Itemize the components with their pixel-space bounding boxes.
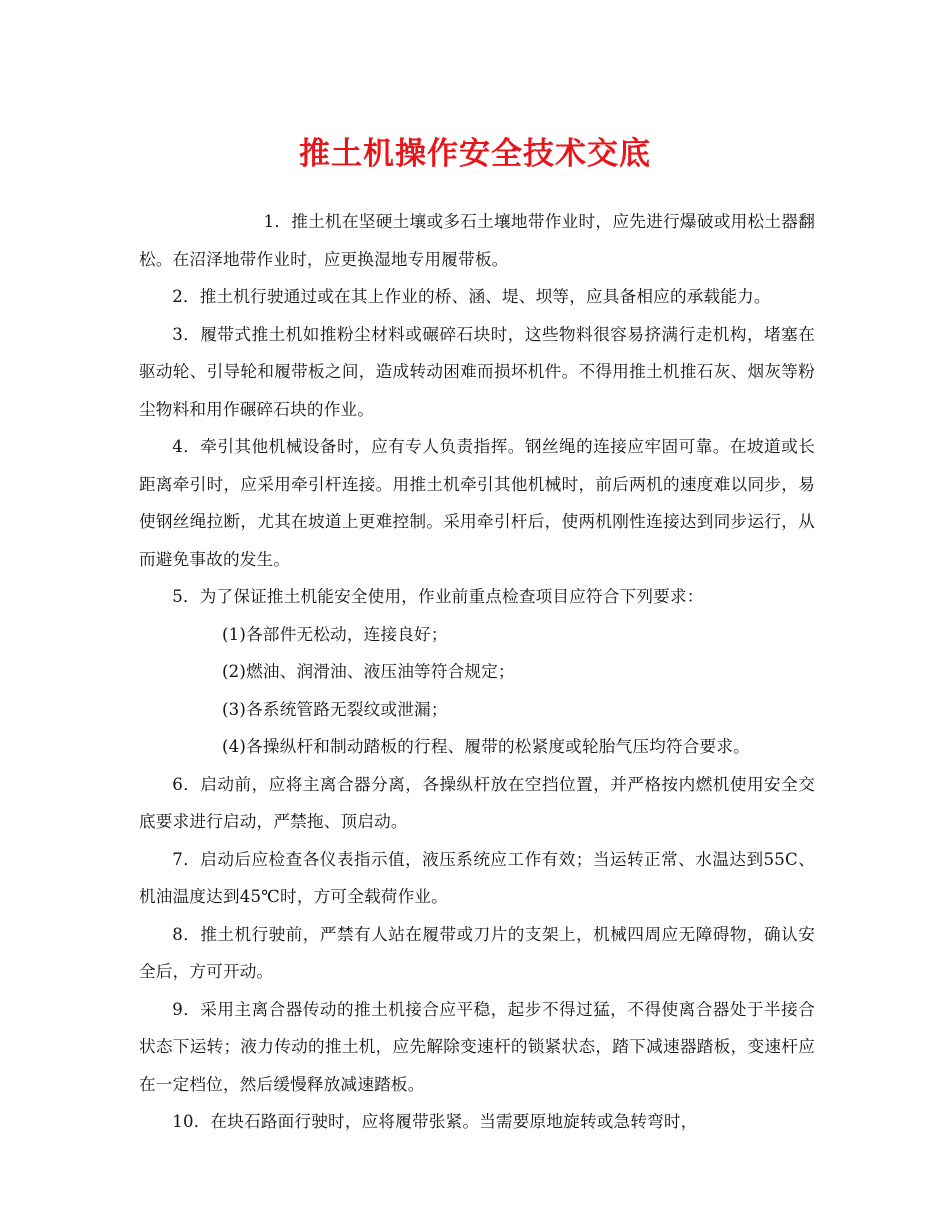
list-item-4: (4)各操纵杆和制动踏板的行程、履带的松紧度或轮胎气压均符合要求。 <box>222 737 750 756</box>
paragraph-10: 10．在块石路面行驶时，应将履带张紧。当需要原地旋转或急转弯时， <box>172 1112 698 1131</box>
paragraph-8: 8．推土机行驶前，严禁有人站在履带或刀片的支架上，机械四周应无障碍物，确认安全后，方可开动。 <box>139 924 815 981</box>
paragraph-9: 9．采用主离合器传动的推土机接合应平稳，起步不得过猛，不得使离合器处于半接合状态下运转；液力传动的推土机，应先解除变速杆的锁紧状态，踏下减速器踏板，变速杆应在一定档位，然后缓慢释放减速踏板。 <box>139 999 815 1094</box>
list-item-2: (2)燃油、润滑油、液压油等符合规定； <box>222 662 515 681</box>
paragraph-1: 1．推土机在坚硬土壤或多石土壤地带作业时，应先进行爆破或用松土器翻松。在沼泽地带作业时，应更换湿地专用履带板。 <box>139 212 815 269</box>
list-item-3: (3)各系统管路无裂纹或泄漏； <box>222 699 448 719</box>
list-item-1: (1)各部件无松动，连接良好； <box>222 624 448 644</box>
paragraph-5: 5．为了保证推土机能安全使用，作业前重点检查项目应符合下列要求： <box>172 587 704 606</box>
paragraph-2: 2．推土机行驶通过或在其上作业的桥、涵、堤、坝等，应具备相应的承载能力。 <box>172 287 771 306</box>
paragraph-6: 6．启动前，应将主离合器分离，各操纵杆放在空挡位置，并严格按内燃机使用安全交底要求进行启动，严禁拖、顶启动。 <box>139 774 815 831</box>
paragraph-7: 7．启动后应检查各仪表指示值，液压系统应工作有效；当运转正常、水温达到55C、机油温度达到45℃时，方可全载荷作业。 <box>139 849 815 906</box>
document-body <box>139 203 815 1141</box>
paragraph-4: 4．牵引其他机械设备时，应有专人负责指挥。钢丝绳的连接应牢固可靠。在坡道或长距离牵引时，应采用牵引杆连接。用推土机牵引其他机械时，前后两机的速度难以同步，易使钢丝绳拉断，尤其在坡道上更难控制。采用牵引杆后，使两机刚性连接达到同步运行，从而避免事故的发生。 <box>139 437 815 569</box>
paragraph-3: 3．履带式推土机如推粉尘材料或碾碎石块时，这些物料很容易挤满行走机构，堵塞在驱动轮、引导轮和履带板之间，造成转动困难而损坏机件。不得用推土机推石灰、烟灰等粉尘物料和用作碾碎石块的作业。 <box>139 324 815 419</box>
document-title: 推土机操作安全技术交底 <box>299 136 651 172</box>
